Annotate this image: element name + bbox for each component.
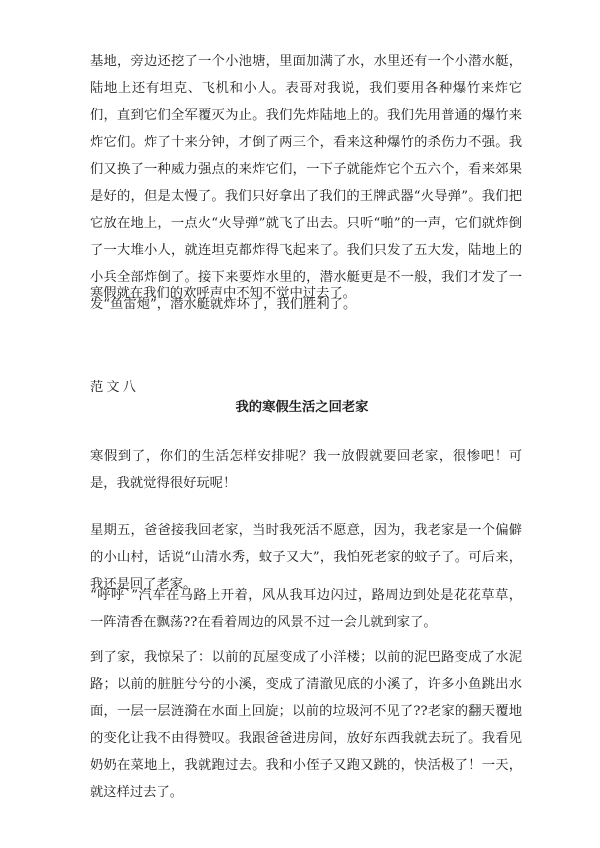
section-label: 范文八 xyxy=(90,380,139,395)
paragraph-friday: 星期五，爸爸接我回老家，当时我死活不愿意，因为，我老家是一个偏僻的小山村，话说“山清水秀，蚊子又大”，我怕死老家的蚊子了。可后来，我还是回了老家。 xyxy=(90,523,522,592)
paragraph-car-ride: “呼呼`”汽车在马路上开着，风从我耳边闪过，路周边到处是花花草草，一阵清香在飘荡??在看着周边的风景不过一会儿就到家了。 xyxy=(90,588,522,630)
paragraph-intro: 寒假到了，你们的生活怎样安排呢？我一放假就要回老家，很惨吧！可是，我就觉得很好玩呢！ xyxy=(90,449,522,491)
essay-title: 我的寒假生活之回老家 xyxy=(235,400,369,415)
paragraph-arrival: 到了家，我惊呆了：以前的瓦屋变成了小洋楼；以前的泥巴路变成了水泥路；以前的脏脏兮兮的小溪，变成了清澈见底的小溪了，许多小鱼跳出水面，一层一层涟漪在水面上回旋；以前的垃圾河不见了??老家的翻天覆地的变化让我不由得赞叹。我跟爸爸进房间，放好东西我就去玩了。我看见奶奶在菜地上，我就跑过去。我和小侄子又跑又跳的，快活极了！一天，就这样过去了。 xyxy=(90,650,522,800)
paragraph-fireworks-battle: 基地，旁边还挖了一个小池塘，里面加满了水，水里还有一个小潜水艇，陆地上还有坦克、飞机和小人。表哥对我说，我们要用各种爆竹来炸它们，直到它们全军覆灭为止。我们先炸陆地上的。我们先用普通的爆竹来炸它们。炸了十来分钟，才倒了两三个，看来这种爆竹的杀伤力不强。我们又换了一种威力强点的来炸它们，一下子就能炸它个五六个，看来郊果是好的，但是太慢了。我们只好拿出了我们的王牌武器“火导弹”。我们把它放在地上，一点火“火导弹”就飞了出去。只听“啪”的一声，它们就炸倒了一大堆小人，就连坦克都炸得飞起来了。我们只发了五大发，陆地上的小兵全部炸倒了。接下来要炸水里的，潜水艇更是不一般，我们才发了一发“鱼雷炮”，潜水艇就炸坏了，我们胜利了。 xyxy=(90,54,522,312)
paragraph-holiday-ends: 寒假就在我们的欢呼声中不知不觉中过去了。 xyxy=(90,286,356,301)
